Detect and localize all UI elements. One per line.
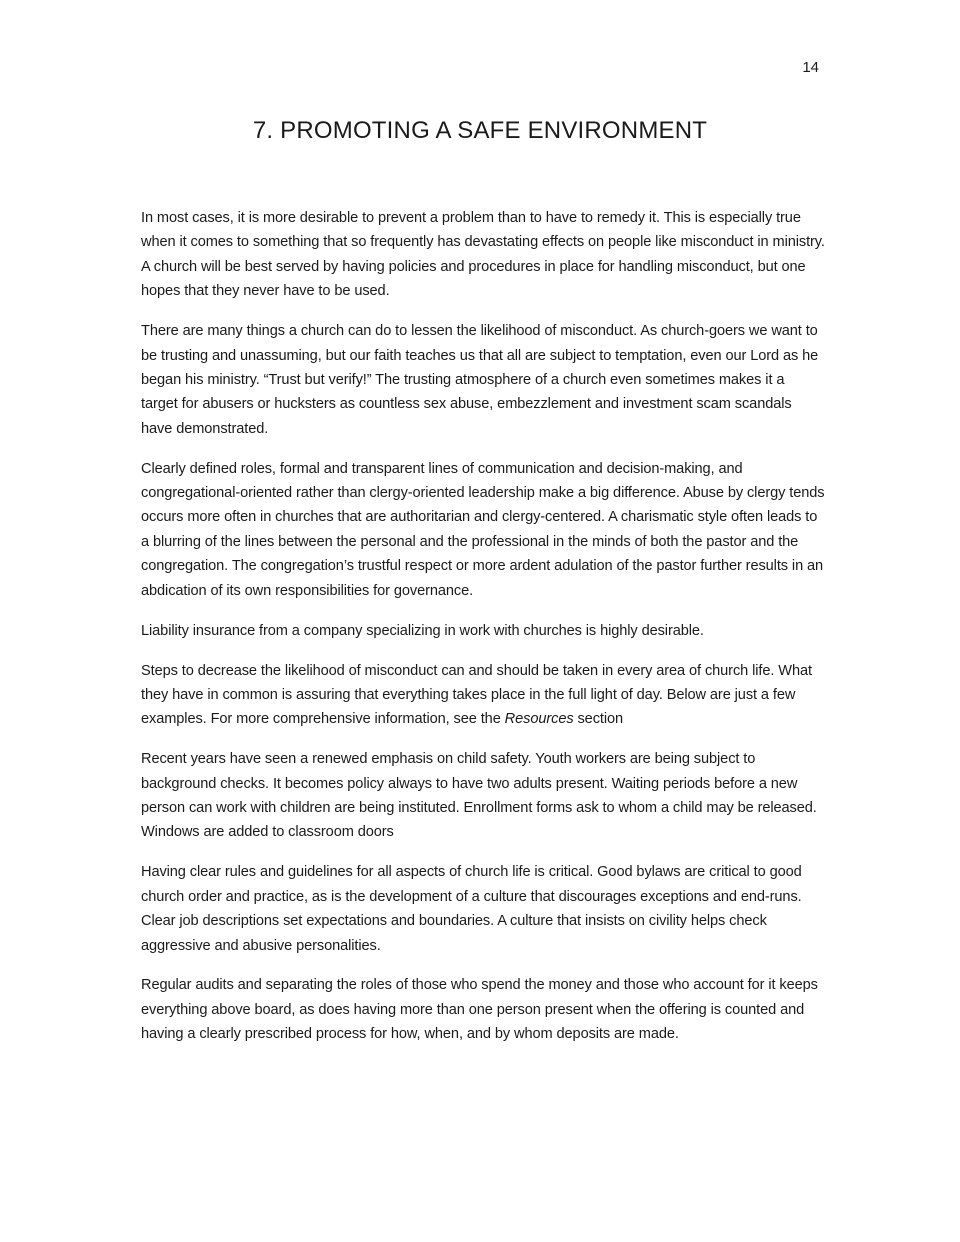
paragraph-audits: Regular audits and separating the roles of those who spend the money and those who account for it keeps everything above board, as does having more than one person present when the offering is counted and having a clearly prescribed process for how, when, and by whom deposits are made. (141, 977, 818, 1043)
paragraph-rules: Having clear rules and guidelines for all aspects of church life is critical. Good bylaws are critical to good church order and practice, as is the development of a culture that discourages exceptions and end-runs. Clear job descriptions set expectations and boundaries. A culture that insists on civility helps check aggressive and abusive personalities. (141, 864, 802, 954)
paragraph-prevention: In most cases, it is more desirable to prevent a problem than to have to remedy it. This is especially true when it comes to something that so frequently has devastating effects on people like misconduct in ministry. A church will be best served by having policies and procedures in place for handling misconduct, but one hopes that they never have to be used. (141, 210, 825, 300)
paragraph-steps-text: Steps to decrease the likelihood of misconduct can and should be taken in every area of church life. What they have in common is assuring that everything takes place in the full light of day. Below are just a few examples. For more comprehensive information, see the (141, 662, 812, 728)
paragraph-trust: There are many things a church can do to lessen the likelihood of misconduct. As church-goers we want to be trusting and unassuming, but our faith teaches us that all are subject to temptation, even our Lord as he began his ministry. “Trust but verify!” The trusting atmosphere of a church even sometimes makes it a target for abusers or hucksters as countless sex abuse, embezzlement and investment scam scandals have demonstrated. (141, 323, 819, 437)
paragraph-steps (141, 659, 825, 732)
paragraph-steps-tail: section (573, 711, 624, 728)
paragraph-child-safety: Recent years have seen a renewed emphasis on child safety. Youth workers are being subject to background checks. It becomes policy always to have two adults present. Waiting periods before a new person can work with children are being instituted. Enrollment forms ask to whom a child may be released. Windows are added to classroom doors (141, 751, 817, 841)
resources-reference: Resources (504, 711, 574, 728)
body-text (141, 206, 825, 1062)
paragraph-roles: Clearly defined roles, formal and transparent lines of communication and decision-making, and congregational-oriented rather than clergy-oriented leadership make a big difference. Abuse by clergy tends occurs more often in churches that are authoritarian and clergy-centered. A charismatic style often leads to a blurring of the lines between the personal and the professional in the minds of both the pastor and the congregation. The congregation’s trustful respect or more ardent adulation of the pastor further results in an abdication of its own responsibilities for governance. (141, 460, 825, 599)
page-number: 14 (802, 59, 819, 76)
page-title: 7. PROMOTING A SAFE ENVIRONMENT (252, 117, 708, 144)
paragraph-insurance: Liability insurance from a company specializing in work with churches is highly desirable. (141, 622, 704, 639)
